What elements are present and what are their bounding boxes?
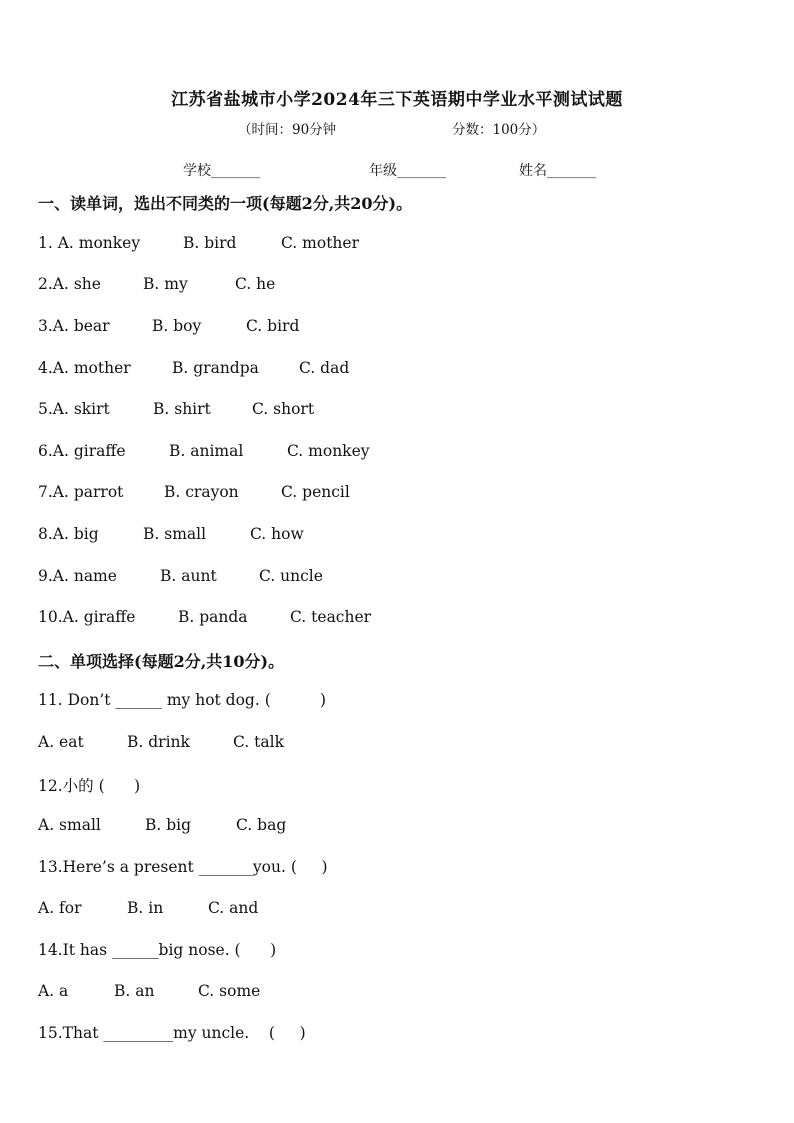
q12-option-c: C. bag [236, 816, 287, 834]
question-10-option-c: C. teacher [290, 608, 372, 626]
q12-option-a: A. small [38, 816, 101, 834]
question-4-option-a: 4.A. mother [38, 359, 131, 377]
q11-option-b: B. drink [127, 733, 190, 751]
question-15: 15.That _________my uncle. ( ) [38, 1024, 306, 1042]
q11-option-c: C. talk [233, 733, 284, 751]
q11-option-a: A. eat [38, 733, 84, 751]
page-title: 江苏省盐城市小学2024年三下英语期中学业水平测试试题 [171, 90, 623, 110]
grade-field: 年级_______ [369, 163, 446, 179]
question-3-option-a: 3.A. bear [38, 317, 110, 335]
question-5-option-b: B. shirt [153, 400, 211, 418]
question-2-option-a: 2.A. she [38, 275, 101, 293]
school-field: 学校_______ [183, 163, 260, 179]
question-3-option-b: B. boy [152, 317, 202, 335]
exam-time: （时间：90分钟 [238, 122, 337, 138]
q14-option-c: C. some [198, 982, 261, 1000]
question-6-option-b: B. animal [169, 442, 244, 460]
question-9-option-a: 9.A. name [38, 567, 117, 585]
question-7-option-b: B. crayon [164, 483, 239, 501]
q12-option-b: B. big [145, 816, 192, 834]
question-10-option-a: 10.A. giraffe [38, 608, 136, 626]
question-5-option-c: C. short [252, 400, 315, 418]
question-3-option-c: C. bird [246, 317, 300, 335]
question-1-option-a: 1. A. monkey [38, 234, 141, 252]
section2-title: 二、单项选择(每题2分,共10分)。 [38, 652, 285, 671]
question-6-option-c: C. monkey [287, 442, 370, 460]
question-5-option-a: 5.A. skirt [38, 400, 110, 418]
q13-option-a: A. for [38, 899, 82, 917]
question-8-option-c: C. how [250, 525, 304, 543]
question-9-option-c: C. uncle [259, 567, 323, 585]
name-field: 姓名_______ [519, 163, 596, 179]
question-7-option-a: 7.A. parrot [38, 483, 124, 501]
question-4-option-b: B. grandpa [172, 359, 259, 377]
exam-score: 分数：100分） [452, 122, 546, 138]
question-11: 11. Don’t ______ my hot dog. ( ) [38, 691, 327, 709]
question-13: 13.Here’s a present _______you. ( ) [38, 858, 328, 876]
q14-option-b: B. an [114, 982, 155, 1000]
question-1-option-c: C. mother [281, 234, 359, 252]
question-4-option-c: C. dad [299, 359, 350, 377]
question-9-option-b: B. aunt [160, 567, 217, 585]
section1-title: 一、读单词，选出不同类的一项(每题2分,共20分)。 [38, 194, 413, 213]
question-6-option-a: 6.A. giraffe [38, 442, 126, 460]
question-1-option-b: B. bird [183, 234, 237, 252]
question-12: 12.小的 ( ) [38, 777, 141, 795]
q14-option-a: A. a [38, 982, 69, 1000]
question-8-option-b: B. small [143, 525, 207, 543]
question-8-option-a: 8.A. big [38, 525, 99, 543]
question-14: 14.It has ______big nose. ( ) [38, 941, 277, 959]
question-10-option-b: B. panda [178, 608, 248, 626]
q13-option-b: B. in [127, 899, 164, 917]
question-7-option-c: C. pencil [281, 483, 350, 501]
question-2-option-c: C. he [235, 275, 276, 293]
question-2-option-b: B. my [143, 275, 188, 293]
q13-option-c: C. and [208, 899, 259, 917]
